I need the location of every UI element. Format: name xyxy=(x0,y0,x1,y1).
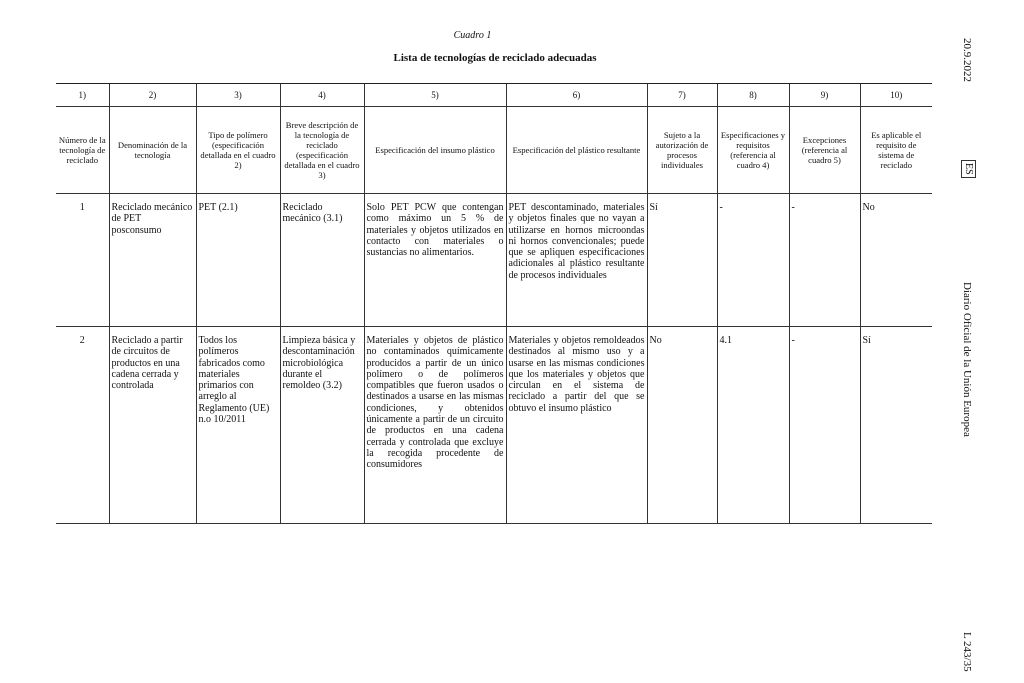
table-cell: No xyxy=(860,194,932,327)
table-cell: Sí xyxy=(860,327,932,524)
recycling-technologies-table xyxy=(56,83,932,524)
column-header: Es aplicable el requisito de sistema de reciclado xyxy=(860,107,932,194)
table-cell: Limpieza básica y descontaminación microbiológica durante el remoldeo (3.2) xyxy=(280,327,364,524)
table-cell: 4.1 xyxy=(717,327,789,524)
table-cell: PET descontaminado, materiales y objetos finales que no vayan a utilizarse en hornos microondas ni hornos convencionales; puede que se apliquen especificaciones adicionales al plástico resultante de procesos individuales xyxy=(506,194,647,327)
table-cell: Solo PET PCW que contengan como máximo un 5 % de materiales y objetos utilizados en contacto con materiales o sustancias no alimentarios. xyxy=(364,194,506,327)
language-badge: ES xyxy=(961,160,976,178)
table-row xyxy=(56,194,932,327)
column-header: Especificaciones y requisitos (referencia al cuadro 4) xyxy=(717,107,789,194)
column-number: 6) xyxy=(506,84,647,107)
column-header: Denominación de la tecnología xyxy=(109,107,196,194)
table-caption: Cuadro 1 xyxy=(453,30,492,41)
header-row xyxy=(56,107,932,194)
table-cell: 2 xyxy=(56,327,109,524)
table-cell: Reciclado mecánico de PET posconsumo xyxy=(109,194,196,327)
column-number-row xyxy=(56,84,932,107)
table-cell: No xyxy=(647,327,717,524)
column-number: 9) xyxy=(789,84,860,107)
column-header: Excepciones (referencia al cuadro 5) xyxy=(789,107,860,194)
table-cell: - xyxy=(789,327,860,524)
table-cell: PET (2.1) xyxy=(196,194,280,327)
table-cell: Sí xyxy=(647,194,717,327)
column-header: Tipo de polímero (especificación detallada en el cuadro 2) xyxy=(196,107,280,194)
column-number: 5) xyxy=(364,84,506,107)
column-number: 10) xyxy=(860,84,932,107)
column-header: Especificación del plástico resultante xyxy=(506,107,647,194)
table-cell: Reciclado mecánico (3.1) xyxy=(280,194,364,327)
column-number: 4) xyxy=(280,84,364,107)
publication-date: 20.9.2022 xyxy=(961,38,973,82)
table-cell: 1 xyxy=(56,194,109,327)
table-cell: - xyxy=(789,194,860,327)
table-cell: Reciclado a partir de circuitos de productos en una cadena cerrada y controlada xyxy=(109,327,196,524)
column-header: Especificación del insumo plástico xyxy=(364,107,506,194)
table-cell: Materiales y objetos de plástico no contaminados químicamente producidos a partir de un único polímero o de polímeros compatibles que fueron usados o destinados a usarse en las mismas condiciones, y obtenidos únicamente a partir de un circuito de productos en una cadena cerrada y controlada que excluye la recogida procedente de consumidores xyxy=(364,327,506,524)
table-title: Lista de tecnologías de reciclado adecuadas xyxy=(393,52,597,64)
table-cell: Materiales y objetos remoldeados destinados al mismo uso y a usarse en las mismas condiciones que los materiales y objetos que circulan en el sistema de reciclado a partir del que se obtuvo el insumo plástico xyxy=(506,327,647,524)
table-cell: Todos los polímeros fabricados como materiales primarios con arreglo al Reglamento (UE) n.o 10/2011 xyxy=(196,327,280,524)
column-number: 7) xyxy=(647,84,717,107)
column-number: 2) xyxy=(109,84,196,107)
table-row xyxy=(56,327,932,524)
column-header: Sujeto a la autorización de procesos individuales xyxy=(647,107,717,194)
column-number: 8) xyxy=(717,84,789,107)
column-header: Breve descripción de la tecnología de reciclado (especificación detallada en el cuadro 3) xyxy=(280,107,364,194)
table-cell: - xyxy=(717,194,789,327)
journal-name: Diario Oficial de la Unión Europea xyxy=(961,282,973,437)
column-number: 3) xyxy=(196,84,280,107)
column-header: Número de la tecnología de reciclado xyxy=(56,107,109,194)
column-number: 1) xyxy=(56,84,109,107)
side-margin xyxy=(961,20,985,680)
page-number: L 243/35 xyxy=(961,632,973,672)
